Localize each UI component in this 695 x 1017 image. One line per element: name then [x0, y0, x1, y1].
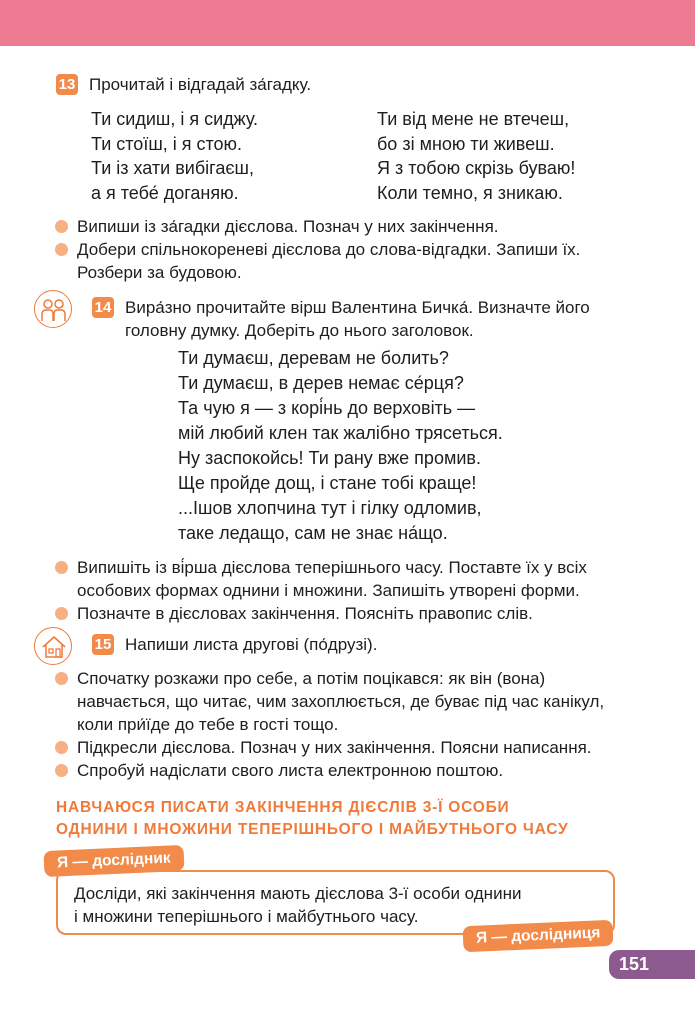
poem-line-8: таке ледащо, сам не знає на́що. [178, 523, 448, 543]
exercise-15-task: Напиши листа другові (по́друзі). [125, 635, 378, 654]
poem-line-6: Ще пройде дощ, і стане тобі краще! [178, 473, 477, 493]
section-heading-line-1: НАВЧАЮСЯ ПИСАТИ ЗАКІНЧЕННЯ ДІЄСЛІВ 3-Ї ОСОБИ [56, 799, 510, 816]
poem-line-1: Ти думаєш, деревам не болить? [178, 348, 449, 368]
page-number: 151 [619, 954, 650, 974]
bullet-icon [55, 607, 68, 620]
exercise-14-task-line-2: головну думку. Доберіть до нього заголовок. [125, 321, 474, 340]
exercise-14-bullet-2: Позначте в дієсловах закінчення. Поясніть правопис слів. [77, 604, 533, 623]
exercise-14-bullet-1-line-1: Випишіть із ві́рша дієслова теперішнього часу. Поставте їх у всіх [77, 558, 587, 577]
riddle-right-line-1: Ти від мене не втечеш, [377, 109, 570, 129]
exercise-14-bullet-1-line-2: особових формах однини і множини. Запишіть утворені форми. [77, 581, 580, 600]
research-task-line-2: і множини теперішнього і майбутнього часу. [74, 907, 419, 926]
bullet-icon [55, 220, 68, 233]
exercise-15-bullet-1-line-3: коли при́їде до тебе в гості тощо. [77, 715, 339, 734]
riddle-right-line-2: бо зі мною ти живеш. [377, 133, 555, 154]
research-task-line-1: Досліди, які закінчення мають дієслова 3-ї особи однини [74, 884, 522, 903]
poem-line-3: Та чую я — з корі́нь до верховіть — [178, 398, 476, 418]
top-color-band [0, 0, 695, 46]
exercise-15-bullet-3: Спробуй надіслати свого листа електронною поштою. [77, 761, 504, 780]
riddle-left-line-3: Ти із хати вибігаєш, [91, 158, 254, 178]
researcher-tag-female: Я — дослідниця [463, 920, 614, 953]
researcher-tag-male: Я — дослідник [43, 845, 184, 877]
bullet-icon [55, 741, 68, 754]
section-heading-line-2: ОДНИНИ І МНОЖИНИ ТЕПЕРІШНЬОГО І МАЙБУТНЬОГО ЧАСУ [56, 821, 569, 838]
exercise-14-number: 14 [92, 297, 114, 318]
riddle-left-line-4: а я тебе́ доганяю. [91, 182, 239, 203]
exercise-14-task-line-1: Вира́зно прочитайте вірш Валентина Бичка́. Визначте його [125, 298, 590, 317]
bullet-icon [55, 764, 68, 777]
exercise-13-task: Прочитай і відгадай за́гадку. [89, 75, 312, 94]
poem-line-5: Ну заспокойсь! Ти рану вже промив. [178, 448, 481, 468]
poem-line-2: Ти думаєш, в дерев немає се́рця? [178, 373, 464, 393]
exercise-15-bullet-1-line-1: Спочатку розкажи про себе, а потім поцікався: як він (вона) [77, 669, 546, 688]
exercise-15-number: 15 [92, 634, 114, 655]
exercise-13-bullet-2-line-1: Добери спільнокореневі дієслова до слова-відгадки. Запиши їх. [77, 240, 581, 259]
bullet-icon [55, 561, 68, 574]
riddle-left-line-1: Ти сидиш, і я сиджу. [91, 109, 259, 129]
exercise-15-bullet-2: Підкресли дієслова. Познач у них закінчення. Поясни написання. [77, 738, 592, 757]
bullet-icon [55, 672, 68, 685]
riddle-left-line-2: Ти стоїш, і я стою. [91, 133, 243, 154]
exercise-13-bullet-2-line-2: Розбери за будовою. [77, 263, 242, 282]
pair-work-icon [34, 290, 72, 328]
exercise-15-bullet-1-line-2: навчається, що читає, чим захоплюється, де буває під час канікул, [77, 692, 605, 711]
exercise-13-number: 13 [56, 74, 78, 95]
riddle-right-line-3: Я з тобою скрізь буваю! [377, 158, 576, 178]
poem-line-7: ...Ішов хлопчина тут і гілку одломив, [178, 498, 482, 518]
home-task-icon [34, 627, 72, 665]
riddle-right-line-4: Коли темно, я зникаю. [377, 182, 563, 203]
exercise-13-bullet-1: Випиши із за́гадки дієслова. Познач у них закінчення. [77, 217, 499, 236]
bullet-icon [55, 243, 68, 256]
poem-line-4: мій любий клен так жалібно трясеться. [178, 423, 503, 443]
